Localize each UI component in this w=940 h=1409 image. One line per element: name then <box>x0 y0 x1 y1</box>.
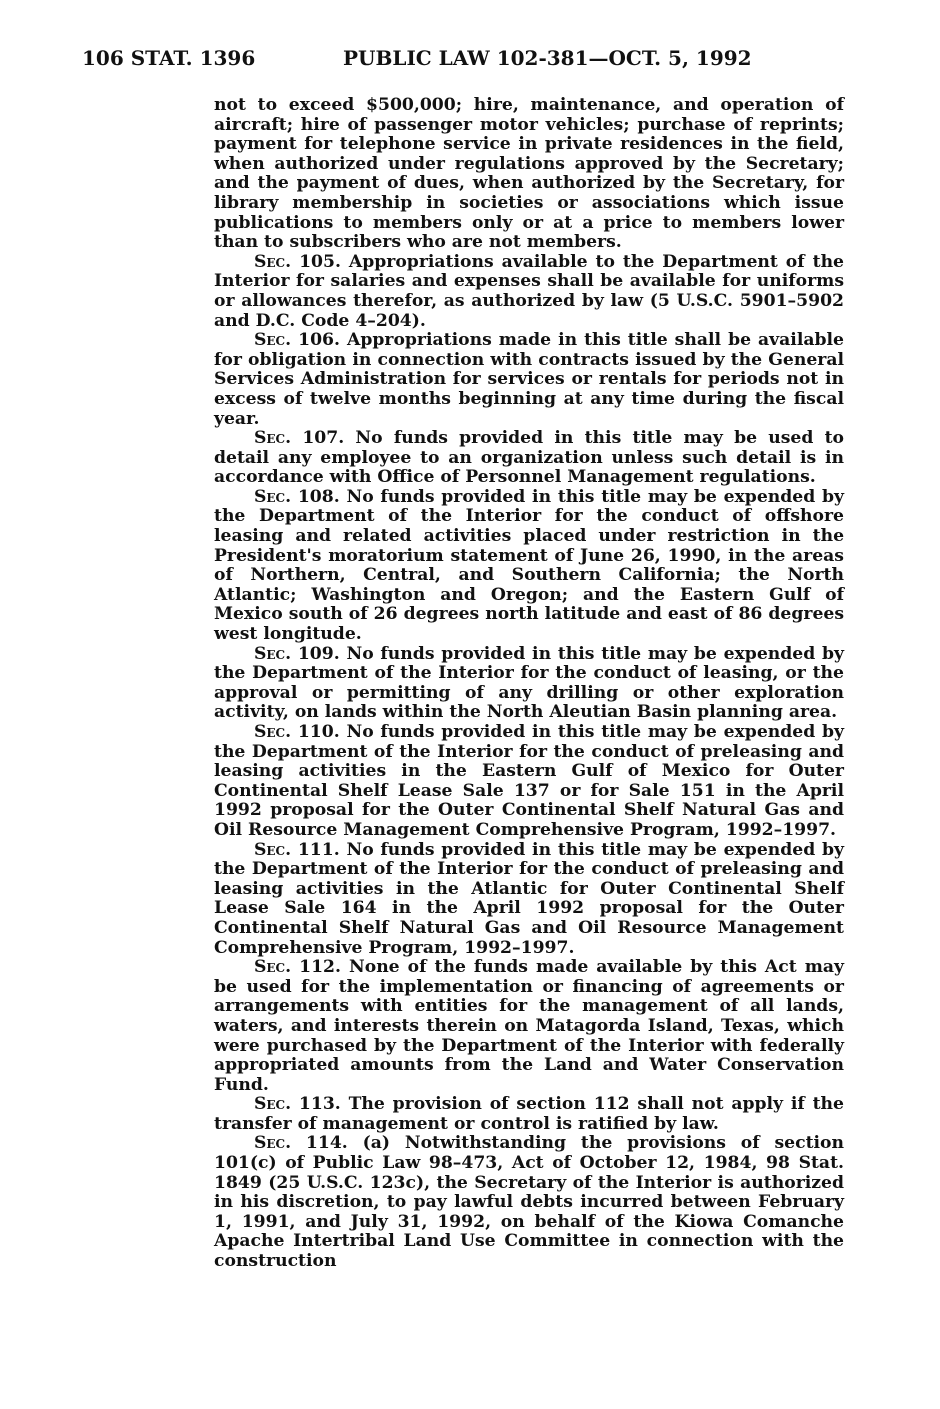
section-label: Sec. 105. <box>254 251 341 272</box>
section-label: Sec. 113. <box>254 1094 341 1115</box>
running-head: PUBLIC LAW 102-381—OCT. 5, 1992 <box>343 46 752 70</box>
section-label: Sec. 107. <box>254 428 345 449</box>
section-text: No funds provided in this title may be expended by the Department of the Interior for the conduct of offshore leasing and related activities placed under restriction in the President's moratorium statement of June 26, 1990, in the areas of Northern, Central, and Southern California; the North Atlantic; Washington and Oregon; and the Eastern Gulf of Mexico south of 26 degrees north latitude and east of 86 degrees west longitude. <box>214 486 844 645</box>
section-105 <box>214 253 844 331</box>
section-text: No funds provided in this title may be expended by the Department of the Interior for the conduct of preleasing and leasing activities in the Atlantic for Outer Continental Shelf Lease Sale 164 in the April 1992 proposal for the Outer Continental Shelf Natural Gas and Oil Resource Management Comprehensive Program, 1992–1997. <box>214 839 844 958</box>
law-text <box>214 96 844 1272</box>
section-label: Sec. 112. <box>254 957 341 978</box>
section-text: (a) Notwithstanding the provisions of section 101(c) of Public Law 98–473, Act of October 12, 1984, 98 Stat. 1849 (25 U.S.C. 123c), the Secretary of the Interior is authorized in his discretion, to pay lawful debts incurred between February 1, 1991, and July 31, 1992, on behalf of the Kiowa Comanche Apache Intertribal Land Use Committee in connection with the construction <box>214 1133 845 1272</box>
section-label: Sec. 106. <box>254 330 340 351</box>
section-112 <box>214 958 844 1095</box>
section-text: No funds provided in this title may be expended by the Department of the Interior for the conduct of preleasing and leasing activities in the Eastern Gulf of Mexico for Outer Continental Shelf Lease Sale 137 or for Sale 151 in the April 1992 proposal for the Outer Continental Shelf Natural Gas and Oil Resource Management Comprehensive Program, 1992–1997. <box>214 722 844 840</box>
section-110 <box>214 723 844 841</box>
section-108 <box>214 488 844 645</box>
section-label: Sec. 114. <box>254 1133 348 1154</box>
section-113 <box>214 1095 844 1134</box>
section-114 <box>214 1134 844 1271</box>
section-107 <box>214 429 844 488</box>
section-111 <box>214 841 844 959</box>
section-106 <box>214 331 844 429</box>
section-label: Sec. 111. <box>254 839 340 860</box>
section-text: Appropriations made in this title shall be available for obligation in connection with contracts issued by the General Services Administration for services or rentals for periods not in excess of twelve months beginning at any time during the fiscal year. <box>214 330 844 429</box>
section-label: Sec. 108. <box>254 486 340 507</box>
stat-page-number: 106 STAT. 1396 <box>82 46 256 70</box>
section-109 <box>214 645 844 723</box>
section-label: Sec. 110. <box>254 722 340 742</box>
section-label: Sec. 109. <box>254 643 340 664</box>
section-text: No funds provided in this title may be used to detail any employee to an organization unless such detail is in accordance with Office of Personnel Management regulations. <box>214 428 845 488</box>
section-text: None of the funds made available by this Act may be used for the implementation or financing of agreements or arrangements with entities for the management of all lands, waters, and interests therein on Matagorda Island, Texas, which were purchased by the Department of the Interior with federally appropriated amounts from the Land and Water Conservation Fund. <box>214 957 844 1095</box>
section-text: No funds provided in this title may be expended by the Department of the Interior for the conduct of leasing, or the approval or permitting of any drilling or other exploration activity, on lands within the North Aleutian Basin planning area. <box>214 643 844 723</box>
section-text: The provision of section 112 shall not apply if the transfer of management or control is ratified by law. <box>214 1094 844 1134</box>
paragraph-text: not to exceed $500,000; hire, maintenance, and operation of aircraft; hire of passenger motor vehicles; purchase of reprints; payment for telephone service in private residences in the field, when authorized under regulations approved by the Secretary; and the payment of dues, when authorized by the Secretary, for library membership in societies or associations which issue publications to members only or at a price to members lower than to subscribers who are not members. <box>214 95 844 253</box>
section-text: Appropriations available to the Department of the Interior for salaries and expenses shall be available for uniforms or allowances therefor, as authorized by law (5 U.S.C. 5901–5902 and D.C. Code 4–204). <box>214 251 844 331</box>
paragraph-continuation <box>214 96 844 253</box>
